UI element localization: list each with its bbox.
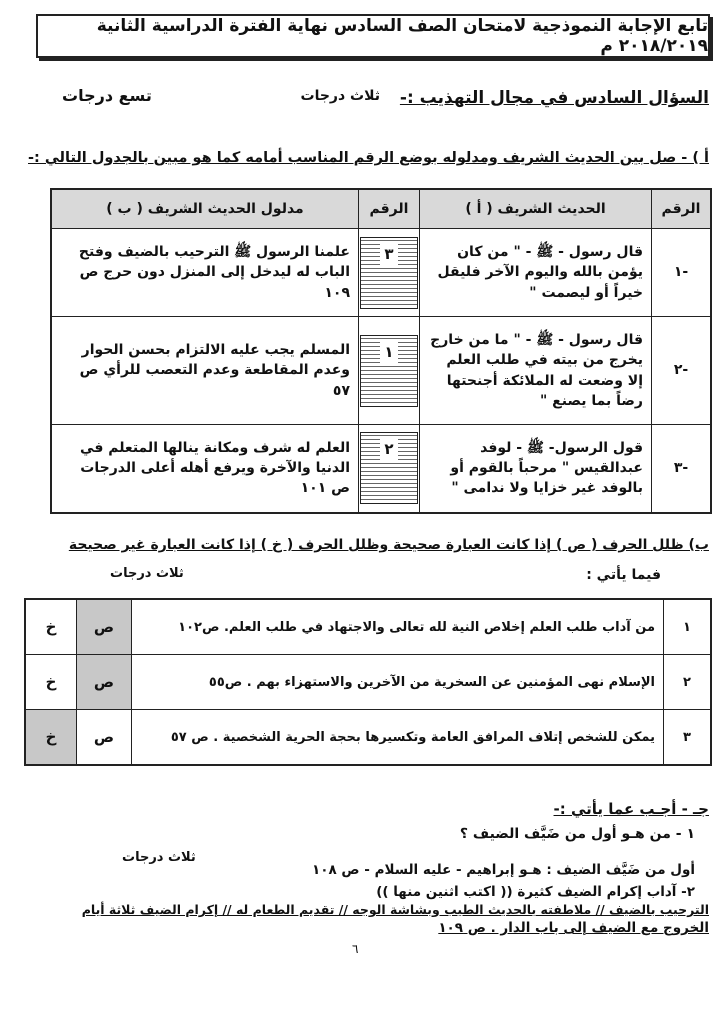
question-six-grade-mid: ثلاث درجات	[300, 88, 380, 104]
answer-value: ٢	[380, 439, 397, 461]
part-b-instruction: ب) ظلل الحرف ( ص ) إذا كانت العبارة صحيحة وظلل الحرف ( خ ) إذا كانت العبارة غير صحيحة	[68, 537, 709, 553]
meaning-text: علمنا الرسول ﷺ الترحيب بالضيف وفتح الباب له ليدخل إلى المنزل دون حرج ص ١٠٩	[51, 229, 359, 317]
page-title: تابع الإجابة النموذجية لامتحان الصف السادس نهاية الفترة الدراسية الثانية ٢٠١٨/٢٠١٩ م	[36, 14, 710, 58]
answer-box[interactable]	[360, 237, 418, 309]
hadith-text: قال رسول - ﷺ - " من كان يؤمن بالله واليوم الآخر فليقل خيراً أو ليصمت "	[420, 229, 652, 317]
page-number: ٦	[352, 942, 359, 956]
false-option[interactable]: خ	[25, 599, 77, 655]
part-c-question-1: ١ - من هـو أول من ضَيَّف الضيف ؟	[459, 826, 695, 842]
true-option[interactable]: ص	[77, 710, 132, 766]
part-c-answer-2-line1: الترحيب بالضيف // ملاطفته بالحديث الطيب وبشاشة الوجه // تقديم الطعام له // إكرام الضيف ثلاثة أيام	[81, 902, 709, 917]
table-row	[51, 229, 711, 317]
part-b-instruction-continued: فيما يأتي :	[586, 567, 661, 583]
table-header-row	[51, 189, 711, 229]
false-option[interactable]: خ	[25, 655, 77, 710]
true-option[interactable]: ص	[77, 599, 132, 655]
hadith-text: قول الرسول- ﷺ - لوفد عبدالقيس " مرحباً بالقوم أو بالوفد غير خزايا ولا ندامى "	[420, 425, 652, 513]
table-row	[51, 425, 711, 513]
part-c-answer-2-line2: الخروج مع الضيف إلى باب الدار . ص ١٠٩	[438, 920, 709, 936]
meaning-text: المسلم يجب عليه الالتزام بحسن الحوار وعدم المقاطعة وعدم التعصب للرأي ص ٥٧	[51, 317, 359, 425]
table-row	[25, 599, 711, 655]
part-c-grade: ثلاث درجات	[122, 850, 196, 865]
part-a-instruction: أ ) - صل بين الحديث الشريف ومدلوله بوضع الرقم المناسب أمامه كما هو مبين بالجدول التالي :-	[28, 150, 709, 166]
question-six-title: السؤال السادس في مجال التهذيب :-	[399, 88, 709, 108]
row-num: ٢	[664, 655, 712, 710]
answer-value: ٣	[380, 244, 397, 266]
row-num: ١	[664, 599, 712, 655]
answer-cell	[359, 229, 420, 317]
statement-text: الإسلام نهى المؤمنين عن السخرية من الآخرين والاستهزاء بهم . ص٥٥	[132, 655, 664, 710]
header-num: الرقم	[652, 189, 712, 229]
row-num: -٢	[652, 317, 712, 425]
answer-cell	[359, 425, 420, 513]
false-option[interactable]: خ	[25, 710, 77, 766]
answer-cell	[359, 317, 420, 425]
part-c-answer-1: أول من ضَيَّف الضيف : هـو إبراهيم - عليه السلام - ص ١٠٨	[312, 862, 695, 878]
row-num: -١	[652, 229, 712, 317]
part-c-title: جـ - أجـب عما يأتي :-	[553, 800, 709, 818]
hadith-text: قال رسول - ﷺ - " ما من خارج يخرج من بيته في طلب العلم إلا وضعت له الملائكة أجنحتها رضاً بما يصنع "	[420, 317, 652, 425]
table-row	[51, 317, 711, 425]
part-c-question-2: ٢- آداب إكرام الضيف كثيرة (( اكتب اثنين منها ))	[376, 884, 695, 900]
hadith-matching-table	[50, 188, 712, 514]
table-row	[25, 710, 711, 766]
question-six-grade: تسع درجات	[62, 86, 152, 105]
meaning-text: العلم له شرف ومكانة ينالها المتعلم في الدنيا والآخرة ويرفع أهله أعلى الدرجات ص ١٠١	[51, 425, 359, 513]
answer-value: ١	[380, 342, 397, 364]
header-hadith: الحديث الشريف ( أ )	[420, 189, 652, 229]
row-num: -٣	[652, 425, 712, 513]
statement-text: يمكن للشخص إتلاف المرافق العامة وتكسيرها بحجة الحرية الشخصية . ص ٥٧	[132, 710, 664, 766]
header-meaning: مدلول الحديث الشريف ( ب )	[51, 189, 359, 229]
answer-box[interactable]	[360, 432, 418, 504]
true-option[interactable]: ص	[77, 655, 132, 710]
header-answer: الرقم	[359, 189, 420, 229]
true-false-table	[24, 598, 712, 766]
statement-text: من آداب طلب العلم إخلاص النية لله تعالى والاجتهاد في طلب العلم. ص١٠٢	[132, 599, 664, 655]
table-row	[25, 655, 711, 710]
part-b-grade: ثلاث درجات	[110, 566, 184, 581]
row-num: ٣	[664, 710, 712, 766]
answer-box[interactable]	[360, 335, 418, 407]
